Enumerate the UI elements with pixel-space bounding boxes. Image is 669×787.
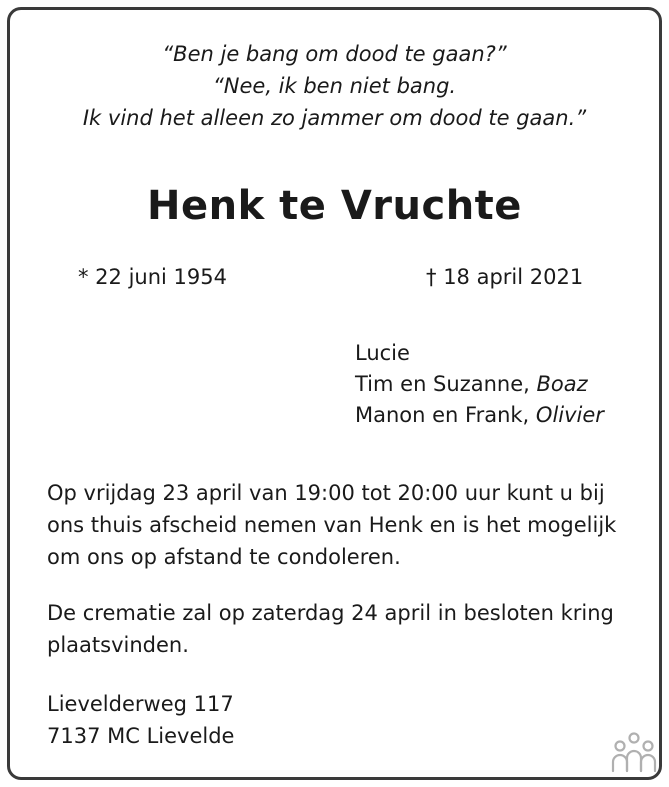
quote-line: “Ben je bang om dood te gaan?” [162,42,507,66]
birth-date: * 22 juni 1954 [78,265,227,289]
cremation-paragraph [47,597,647,661]
visitation-paragraph [47,477,647,573]
family-names: Manon en Frank, [355,403,536,427]
quote-line: Ik vind het alleen zo jammer om dood te gaan.” [82,106,587,130]
address-block [47,688,647,752]
grandchild-name: Boaz [536,372,588,396]
quote-block [0,38,669,134]
death-date-value: 18 april 2021 [443,265,584,289]
family-line: Lucie [355,341,410,365]
paragraph-line: ons thuis afscheid nemen van Henk en is het mogelijk [47,513,617,537]
grandchild-name: Olivier [535,403,604,427]
paragraph-line: om ons op afstand te condoleren. [47,545,401,569]
cross-icon: † [426,265,437,289]
address-city: 7137 MC Lievelde [47,724,235,748]
family-line [355,369,604,400]
address-street: Lievelderweg 117 [47,692,234,716]
paragraph-line: De crematie zal op zaterdag 24 april in besloten kring [47,601,614,625]
family-people-icon [610,731,658,773]
quote-line: “Nee, ik ben niet bang. [212,74,457,98]
deceased-name: Henk te Vruchte [147,183,522,229]
paragraph-line: plaatsvinden. [47,633,189,657]
death-date [426,262,583,292]
paragraph-line: Op vrijdag 23 april van 19:00 tot 20:00 uur kunt u bij [47,481,605,505]
family-names: Tim en Suzanne, [355,372,537,396]
family-line [355,400,604,431]
family-list [355,338,604,431]
